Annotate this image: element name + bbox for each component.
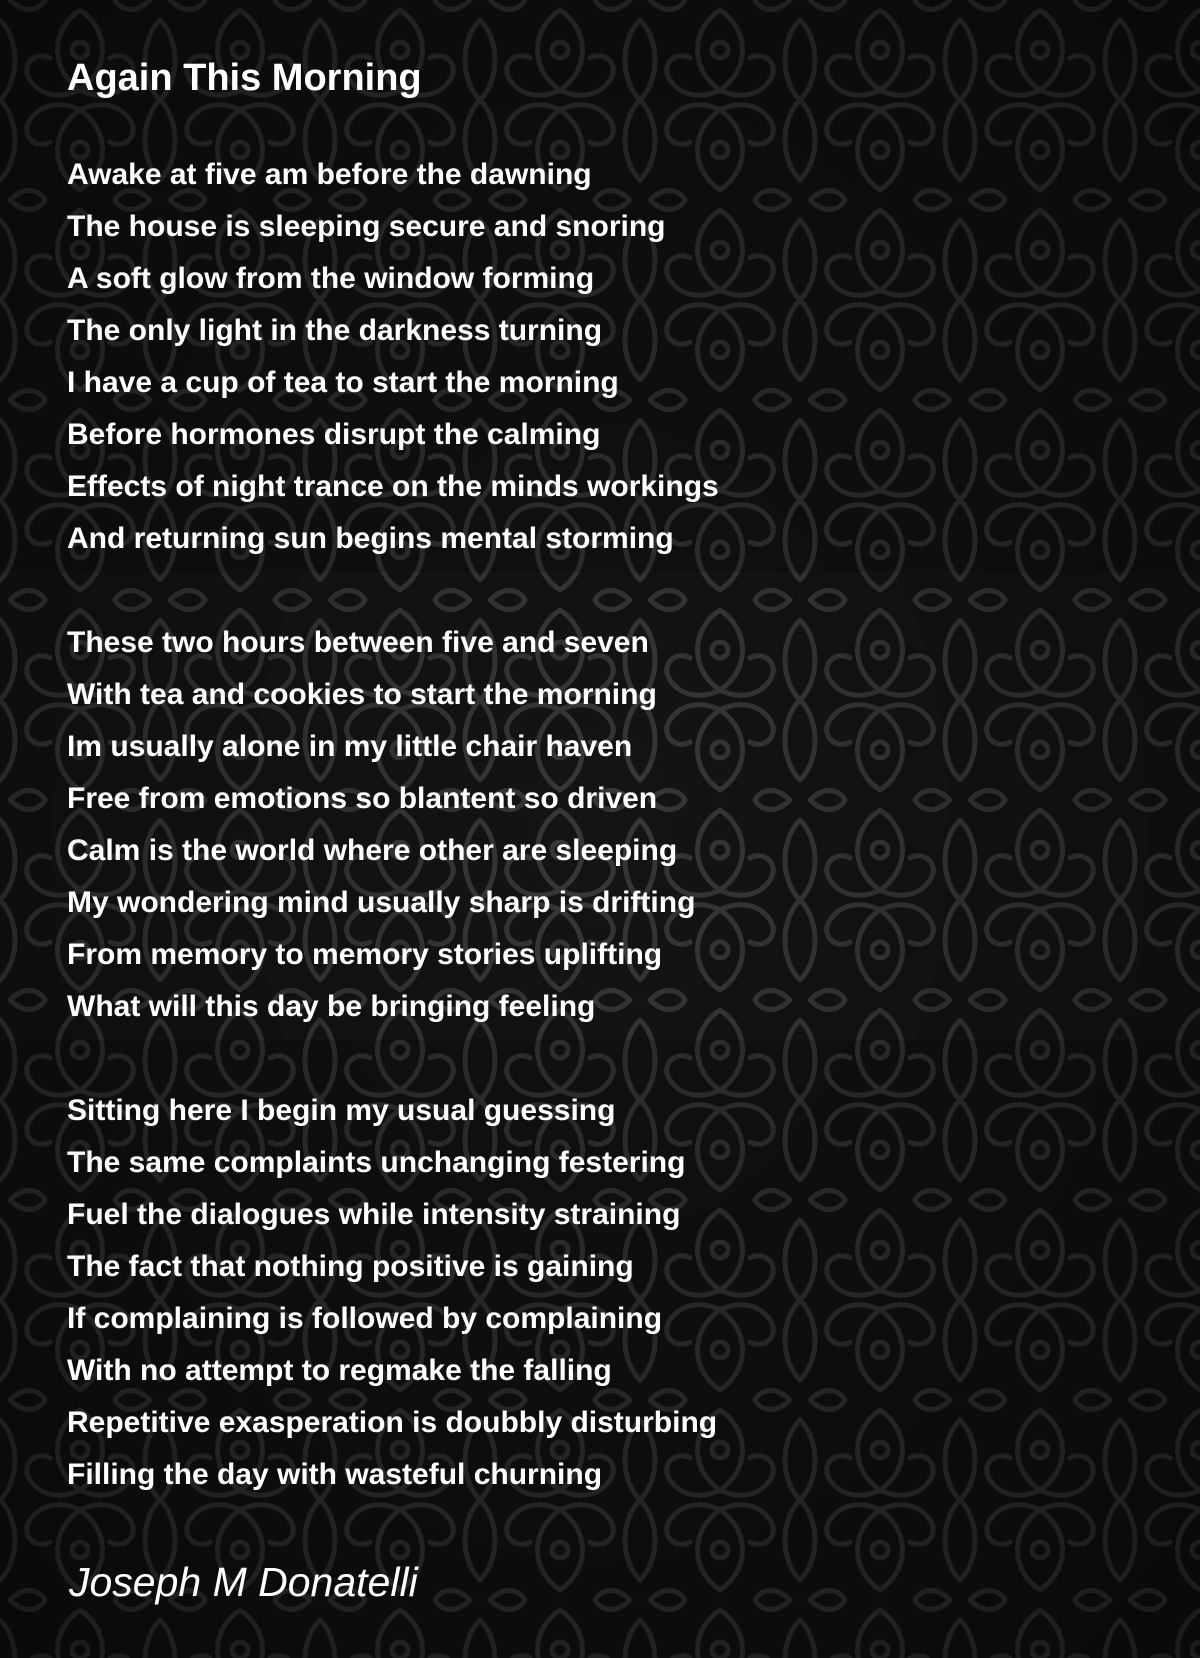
stanza-3 <box>67 1085 967 1501</box>
poem-line: With no attempt to regmake the falling <box>67 1354 612 1387</box>
poem-line: These two hours between five and seven <box>67 626 649 659</box>
poem-line: Im usually alone in my little chair haven <box>67 730 633 763</box>
poem-line: My wondering mind usually sharp is drifting <box>67 886 696 919</box>
poem-line: The fact that nothing positive is gaining <box>67 1250 634 1283</box>
poem-line: Awake at five am before the dawning <box>67 158 592 191</box>
poem-line: The only light in the darkness turning <box>67 314 603 347</box>
poem-line: Sitting here I begin my usual guessing <box>67 1094 616 1127</box>
poem-line: Filling the day with wasteful churning <box>67 1458 603 1491</box>
poem-line: Before hormones disrupt the calming <box>67 418 601 451</box>
poem-line: I have a cup of tea to start the morning <box>67 366 619 399</box>
poem-line: The house is sleeping secure and snoring <box>67 210 666 243</box>
poem-line: Effects of night trance on the minds workings <box>67 470 719 503</box>
poem-line: And returning sun begins mental storming <box>67 522 674 555</box>
poem-line: Repetitive exasperation is doubbly disturbing <box>67 1406 718 1439</box>
poem-line: Fuel the dialogues while intensity straining <box>67 1198 681 1231</box>
poem-line: Calm is the world where other are sleeping <box>67 834 678 867</box>
stanza-2 <box>67 617 967 1033</box>
poem-line: A soft glow from the window forming <box>67 262 595 295</box>
poem-line: From memory to memory stories uplifting <box>67 938 663 971</box>
stanza-1 <box>67 149 967 565</box>
poem-line: With tea and cookies to start the morning <box>67 678 657 711</box>
poem-line: Free from emotions so blantent so driven <box>67 782 658 815</box>
poem-line: If complaining is followed by complaining <box>67 1302 663 1335</box>
poem-line: What will this day be bringing feeling <box>67 990 596 1023</box>
poem-title: Again This Morning <box>67 57 422 99</box>
poem-author: Joseph M Donatelli <box>69 1559 418 1605</box>
poem-line: The same complaints unchanging festering <box>67 1146 686 1179</box>
